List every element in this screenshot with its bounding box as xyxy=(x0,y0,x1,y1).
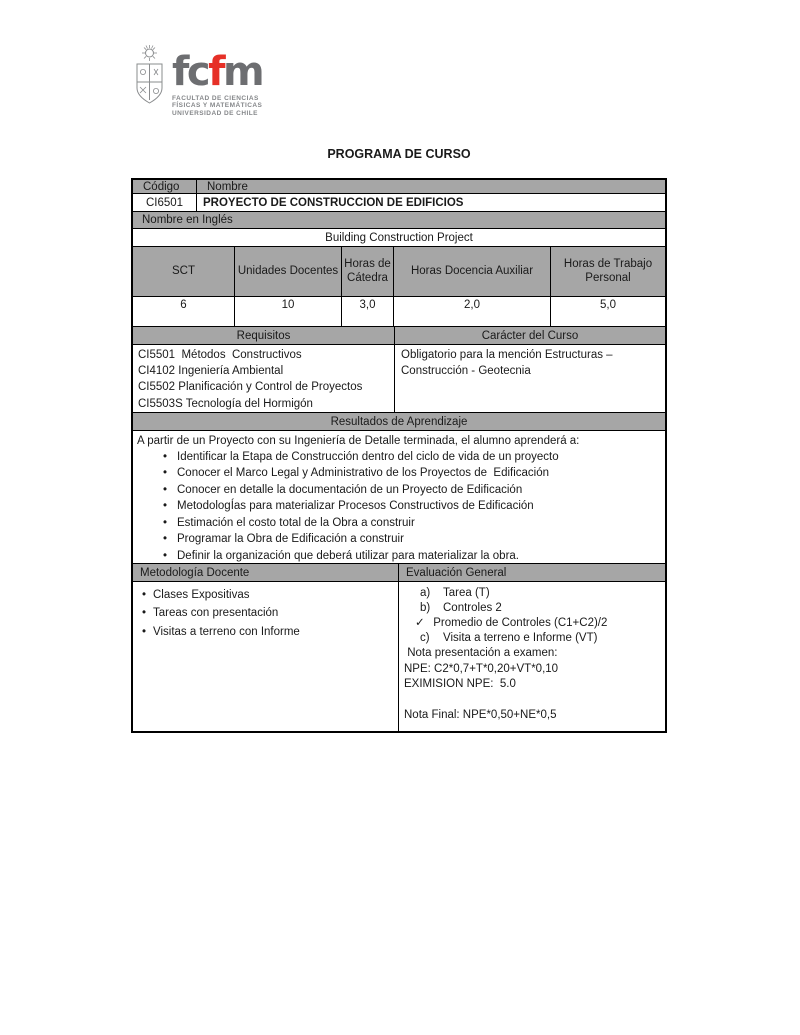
sct-header-cell: SCT xyxy=(133,247,235,296)
university-crest-icon xyxy=(133,44,166,108)
evaluacion-content-cell xyxy=(399,582,665,731)
bullet-icon: • xyxy=(163,500,168,513)
sct-value: 6 xyxy=(133,297,235,326)
requisito-item: CI5501 Métodos Constructivos xyxy=(138,349,302,361)
learning-outcome-item xyxy=(133,515,665,532)
horas-trabajo-personal-value: 5,0 xyxy=(600,299,616,311)
caracter-content-cell xyxy=(395,345,665,412)
metodologia-text: Visitas a terreno con Informe xyxy=(153,625,300,638)
horas-docencia-auxiliar-header-cell: Horas Docencia Auxiliar xyxy=(394,247,551,296)
learning-outcome-text: Identificar la Etapa de Construcción dentro del ciclo de vida de un proyecto xyxy=(177,450,559,463)
course-name: PROYECTO DE CONSTRUCCION DE EDIFICIOS xyxy=(203,196,464,209)
resultados-content-cell xyxy=(133,431,665,563)
metodologia-label-cell: Metodología Docente xyxy=(133,564,399,581)
requisitos-caracter-content-row xyxy=(133,345,665,413)
codigo-nombre-header-row xyxy=(133,180,665,194)
bullet-icon: • xyxy=(142,589,147,601)
evaluacion-item xyxy=(399,586,665,601)
requisitos-list xyxy=(133,345,395,412)
learning-outcome-text: Estimación el costo total de la Obra a construir xyxy=(177,516,415,529)
learning-outcome-item xyxy=(133,531,665,548)
caracter-text: Obligatorio para la mención Estructuras – Construcción - Geotecnia xyxy=(401,349,613,378)
bullet-icon: • xyxy=(163,483,168,496)
evaluacion-final-note: Nota Final: NPE*0,50+NE*0,5 xyxy=(404,708,557,721)
faculty-line: UNIVERSIDAD DE CHILE xyxy=(172,109,258,117)
english-name-label-cell: Nombre en Inglés xyxy=(133,212,665,228)
learning-outcome-text: Programar la Obra de Edificación a construir xyxy=(177,533,404,546)
course-table xyxy=(131,178,667,733)
resultados-header-row xyxy=(133,413,665,431)
learning-outcome-item xyxy=(133,482,665,499)
evaluacion-text: Promedio de Controles (C1+C2)/2 xyxy=(430,617,608,630)
faculty-line: FACULTAD DE CIENCIAS xyxy=(172,95,259,102)
bullet-icon: • xyxy=(142,607,147,620)
requisitos-caracter-header-row xyxy=(133,327,665,345)
english-name-value-row xyxy=(133,229,665,247)
faculty-name-lines xyxy=(172,95,262,117)
list-marker: a) xyxy=(420,587,431,599)
list-marker: c) xyxy=(420,632,430,645)
learning-outcome-text: MetodologÍas para materializar Procesos Constructivos de Edificación xyxy=(177,500,534,513)
bullet-icon: • xyxy=(163,516,168,529)
learning-outcome-item xyxy=(133,498,665,515)
faculty-line: FÍSICAS Y MATEMÁTICAS xyxy=(172,102,263,110)
evaluacion-note: Nota presentación a examen: xyxy=(404,647,558,660)
document-title: PROGRAMA DE CURSO xyxy=(327,147,471,161)
metodologia-evaluacion-header-row xyxy=(133,564,665,582)
wordmark-m: m xyxy=(223,49,263,95)
unidades-docentes-header-cell: Unidades Docentes xyxy=(235,247,342,296)
nombre-label-cell: Nombre xyxy=(197,180,665,193)
evaluacion-text: Controles 2 xyxy=(443,602,502,615)
bullet-icon: • xyxy=(163,533,168,546)
requisito-item: CI5503S Tecnología del Hormigón xyxy=(138,397,313,410)
metodologia-item xyxy=(133,623,398,641)
learning-outcome-text: Definir la organización que deberá utilizar para materializar la obra. xyxy=(177,549,519,562)
metodologia-text: Clases Expositivas xyxy=(153,589,250,601)
bullet-icon: • xyxy=(163,450,168,463)
caracter-label-cell: Carácter del Curso xyxy=(395,327,665,344)
hours-values-row xyxy=(133,297,665,327)
metodologia-list xyxy=(133,582,399,731)
evaluacion-text: Visita a terreno e Informe (VT) xyxy=(443,632,598,645)
resultados-content-row xyxy=(133,431,665,564)
resultados-intro: A partir de un Proyecto con su Ingeniería de Detalle terminada, el alumno aprenderá a: xyxy=(137,435,580,447)
evaluacion-check-item xyxy=(399,616,665,631)
learning-outcome-item xyxy=(133,465,665,482)
evaluacion-item xyxy=(399,601,665,616)
evaluacion-note: NPE: C2*0,7+T*0,20+VT*0,10 xyxy=(404,662,559,675)
metodologia-evaluacion-content-row xyxy=(133,582,665,731)
learning-outcome-text: Conocer en detalle la documentación de un Proyecto de Edificación xyxy=(177,483,523,496)
metodologia-item xyxy=(133,586,398,604)
requisito-item: CI4102 Ingeniería Ambiental xyxy=(138,365,284,378)
requisito-item: CI5502 Planificación y Control de Proyectos xyxy=(138,381,363,394)
english-name-header-row xyxy=(133,212,665,229)
logo-text-block xyxy=(172,44,262,117)
hours-header-row xyxy=(133,247,665,297)
horas-trabajo-personal-header-cell: Horas de Trabajo Personal xyxy=(551,247,665,296)
learning-outcome-text: Conocer el Marco Legal y Administrativo de los Proyectos de Edificación xyxy=(177,467,550,480)
list-marker: b) xyxy=(420,602,431,615)
metodologia-text: Tareas con presentación xyxy=(153,607,279,620)
evaluacion-note-blank xyxy=(399,692,665,707)
evaluacion-text: Tarea (T) xyxy=(443,587,490,599)
bullet-icon: • xyxy=(163,549,168,562)
learning-outcome-item xyxy=(133,548,665,563)
codigo-label-cell: Código xyxy=(133,180,197,193)
fcfm-logo xyxy=(133,44,262,117)
english-course-name: Building Construction Project xyxy=(325,231,473,244)
resultados-label-cell: Resultados de Aprendizaje xyxy=(133,413,665,430)
codigo-nombre-value-row xyxy=(133,194,665,212)
wordmark-fc: fc xyxy=(172,49,209,95)
learning-outcome-item xyxy=(133,449,665,466)
unidades-docentes-value: 10 xyxy=(235,297,342,326)
course-code: CI6501 xyxy=(133,194,197,211)
horas-catedra-header-cell: Horas de Cátedra xyxy=(342,247,394,296)
horas-catedra-value: 3,0 xyxy=(342,297,394,326)
evaluacion-label-cell: Evaluación General xyxy=(399,564,665,581)
requisitos-label-cell: Requisitos xyxy=(133,327,395,344)
fcfm-wordmark xyxy=(172,49,263,95)
wordmark-f-red: f xyxy=(208,49,224,95)
check-icon: ✓ xyxy=(415,617,425,630)
bullet-icon: • xyxy=(142,625,147,638)
bullet-icon: • xyxy=(163,467,168,480)
metodologia-item xyxy=(133,604,398,622)
evaluacion-note: EXIMISION NPE: 5.0 xyxy=(404,677,516,690)
horas-docencia-auxiliar-value: 2,0 xyxy=(394,297,551,326)
evaluacion-item xyxy=(399,631,665,646)
